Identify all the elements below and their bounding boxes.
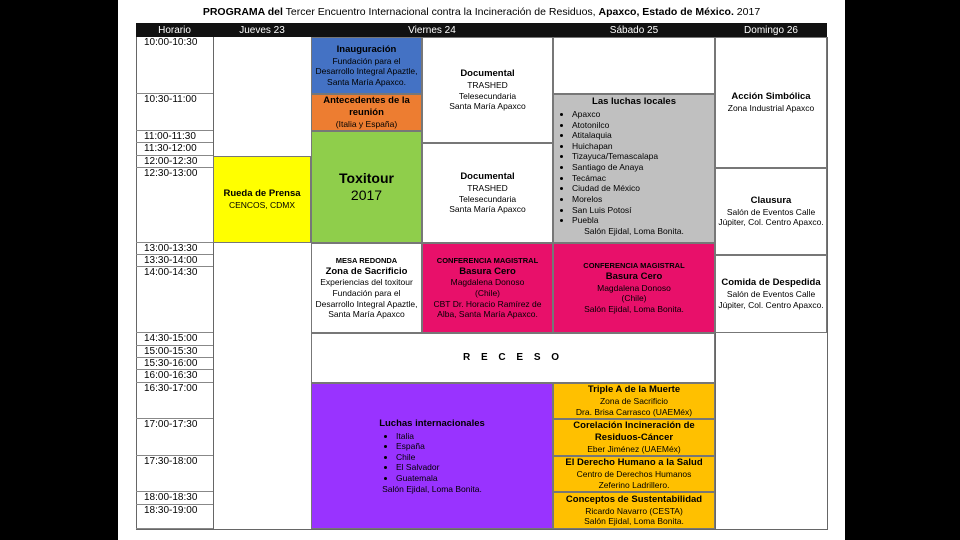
time-slot: 10:30-11:00 <box>136 94 213 131</box>
event-title: Documental <box>460 68 515 80</box>
event-title: Antecedentes de la reunión <box>323 95 410 119</box>
grid-line <box>213 37 214 530</box>
event-location: Salón Ejidal, Loma Bonita. <box>584 225 684 236</box>
event-detail: CENCOS, CDMX <box>228 200 296 211</box>
time-slot: 13:00-13:30 <box>136 243 213 255</box>
event-detail: Zona de Sacrificio <box>599 396 669 407</box>
event-title: Comida de Despedida <box>721 277 821 289</box>
time-slot: 17:00-17:30 <box>136 419 213 456</box>
event-detail: Dra. Brisa Carrasco (UAEMéx) <box>575 406 693 417</box>
event-detail: Salón Ejidal, Loma Bonita. <box>584 303 684 314</box>
event-detail: Zona Industrial Apaxco <box>727 103 815 114</box>
event-toxitour <box>311 131 422 243</box>
event-corelacion <box>553 419 715 456</box>
event-detail: Salón Ejidal, Loma Bonita. <box>584 516 684 527</box>
grid-line <box>136 529 827 530</box>
title-middle: Tercer Encuentro Internacional contra la Incineración de Residuos, <box>282 6 599 18</box>
event-detail: Eber Jiménez (UAEMéx) <box>587 444 681 455</box>
event-mesa-redonda <box>311 243 422 333</box>
event-accion-simbolica <box>715 37 827 168</box>
event-luchas-internacionales <box>311 383 553 529</box>
header-horario: Horario <box>136 23 213 37</box>
event-title: R E C E S O <box>462 351 564 363</box>
event-title: Inauguración <box>336 43 397 55</box>
time-slot: 11:30-12:00 <box>136 143 213 156</box>
event-triple-a <box>553 383 715 419</box>
program-sheet <box>118 0 845 540</box>
time-slot: 18:00-18:30 <box>136 492 213 505</box>
title-place: Apaxco, Estado de México. <box>598 6 734 18</box>
title-year: 2017 <box>733 6 761 18</box>
time-slot: 15:00-15:30 <box>136 346 213 358</box>
event-rueda-prensa <box>213 156 311 243</box>
time-slot: 10:00-10:30 <box>136 37 213 94</box>
time-slot: 13:30-14:00 <box>136 255 213 267</box>
event-clausura <box>715 168 827 255</box>
event-documental-2 <box>422 143 553 243</box>
header-viernes: Viernes 24 <box>311 23 553 37</box>
list-item: • Atitalaquia <box>572 130 658 141</box>
event-detail: CBT Dr. Horacio Ramírez de Alba, Santa María Apaxco. <box>433 298 542 320</box>
event-detail: Salón de Eventos Calle Júpiter, Col. Centro Apaxco. <box>718 289 824 310</box>
list-item: • Apaxco <box>572 109 658 120</box>
event-detail: Santa María Apaxco <box>449 204 526 215</box>
event-comida-despedida <box>715 255 827 333</box>
time-slot: 16:30-17:00 <box>136 383 213 419</box>
event-title: Rueda de Prensa <box>223 188 301 200</box>
sabado-empty-morning <box>553 37 715 94</box>
event-detail: Ricardo Navarro (CESTA) <box>585 505 683 516</box>
grid-line <box>827 37 828 530</box>
time-slot: 11:00-11:30 <box>136 131 213 143</box>
event-detail: Telesecundaria <box>458 193 517 204</box>
time-slot: 18:30-19:00 <box>136 505 213 529</box>
event-documental-1 <box>422 37 553 143</box>
event-location: Salón Ejidal, Loma Bonita. <box>382 483 482 494</box>
event-title: Zona de Sacrificio <box>325 265 408 277</box>
list-item: • Puebla <box>572 215 658 226</box>
event-title: Triple A de la Muerte <box>587 384 681 396</box>
page-title <box>118 6 845 18</box>
list-item: • Atotonilco <box>572 120 658 131</box>
header-jueves: Jueves 23 <box>213 23 311 37</box>
event-title: Basura Cero <box>605 270 663 282</box>
event-detail: Santa María Apaxco <box>449 101 526 112</box>
event-detail: TRASHED <box>467 183 508 193</box>
event-conferencia-2 <box>553 243 715 333</box>
event-title: Documental <box>460 171 515 183</box>
list-item: • Morelos <box>572 194 658 205</box>
luchas-internacionales-list <box>380 431 439 484</box>
event-receso <box>311 333 715 383</box>
list-item: • Santiago de Anaya <box>572 162 658 173</box>
event-title: Luchas internacionales <box>379 417 485 429</box>
event-conceptos <box>553 492 715 529</box>
time-slot: 16:00-16:30 <box>136 370 213 383</box>
event-title: El Derecho Humano a la Salud <box>565 457 703 469</box>
list-item: • Chile <box>396 452 439 463</box>
event-luchas-locales <box>553 94 715 243</box>
list-item: • Italia <box>396 431 439 442</box>
event-kicker: CONFERENCIA MAGISTRAL <box>583 261 685 271</box>
event-detail: Magdalena Donoso <box>450 277 525 288</box>
event-detail: (Italia y España) <box>335 119 398 130</box>
event-kicker: MESA REDONDA <box>335 256 398 266</box>
event-title: Corelación Incineración de Residuos-Cáncer <box>573 420 695 444</box>
event-title: Clausura <box>750 194 792 206</box>
title-prefix: PROGRAMA del <box>202 6 283 18</box>
luchas-locales-list <box>556 109 658 226</box>
time-slot: 12:30-13:00 <box>136 168 213 243</box>
list-item: • Tizayuca/Temascalapa <box>572 151 658 162</box>
event-derecho-salud <box>553 456 715 492</box>
event-detail: Telesecundaria <box>458 90 517 101</box>
list-item: • El Salvador <box>396 462 439 473</box>
event-detail: Magdalena Donoso <box>597 282 671 293</box>
time-slot: 14:30-15:00 <box>136 333 213 346</box>
list-item: • Tecámac <box>572 173 658 184</box>
event-conferencia-1 <box>422 243 553 333</box>
header-domingo: Domingo 26 <box>715 23 827 37</box>
event-detail: Experiencias del toxitour <box>320 277 413 288</box>
time-slot: 15:30-16:00 <box>136 358 213 370</box>
event-detail: Salón de Eventos Calle Júpiter, Col. Centro Apaxco. <box>718 206 824 228</box>
event-detail: Centro de Derechos Humanos <box>576 469 692 480</box>
event-title: Conceptos de Sustentabilidad <box>565 493 703 505</box>
time-slot: 14:00-14:30 <box>136 267 213 333</box>
event-title: Toxitour <box>339 169 394 186</box>
event-title: Acción Simbólica <box>731 91 811 103</box>
event-year: 2017 <box>350 187 383 203</box>
event-inauguracion <box>311 37 422 94</box>
list-item: • San Luis Potosí <box>572 205 658 216</box>
event-title: Las luchas locales <box>592 96 676 107</box>
time-slot: 12:00-12:30 <box>136 156 213 168</box>
event-kicker: CONFERENCIA MAGISTRAL <box>436 256 539 266</box>
list-item: • Huichapan <box>572 141 658 152</box>
event-detail: TRASHED <box>467 80 508 90</box>
time-slot: 17:30-18:00 <box>136 456 213 492</box>
event-detail: (Chile) <box>474 288 501 298</box>
event-antecedentes <box>311 94 422 131</box>
event-detail: Fundación para el Desarrollo Integral Apaztle, Santa María Apaxco <box>315 288 418 320</box>
event-detail: Zeferino Ladrillero. <box>598 479 670 490</box>
list-item: • Ciudad de México <box>572 183 658 194</box>
event-detail: Fundación para el Desarrollo Integral Apaztle, Santa María Apaxco. <box>315 55 418 87</box>
event-title: Basura Cero <box>459 265 516 277</box>
list-item: • Guatemala <box>396 473 439 484</box>
header-sabado: Sábado 25 <box>553 23 715 37</box>
event-detail: (Chile) <box>621 293 647 304</box>
list-item: • España <box>396 441 439 452</box>
